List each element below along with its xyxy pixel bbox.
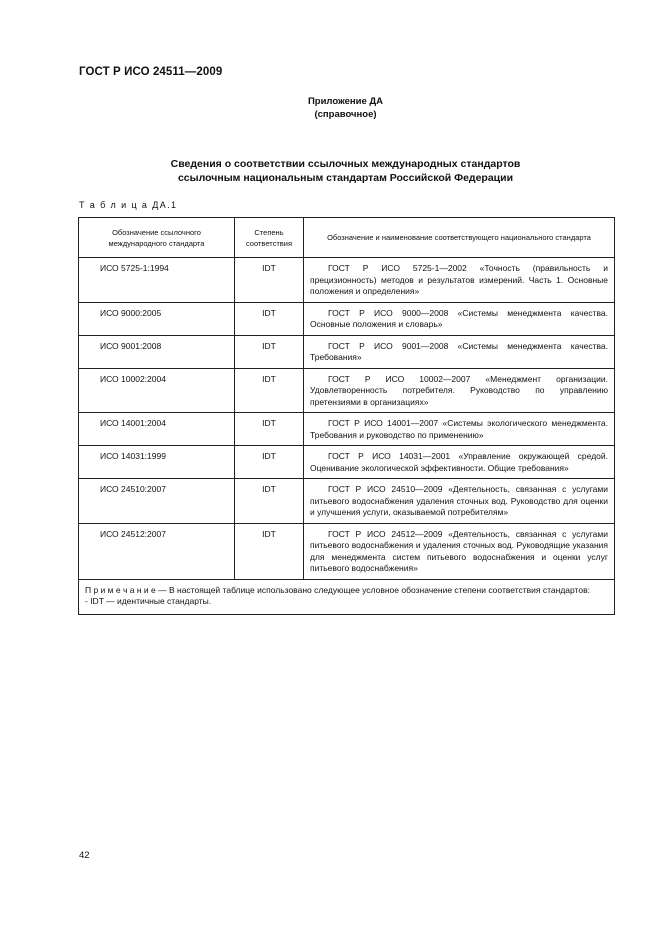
- table-header-row: [79, 218, 615, 258]
- international-standard-cell: ИСО 9001:2008: [79, 335, 235, 368]
- national-standard-cell: [304, 258, 615, 303]
- degree-cell: IDT: [235, 335, 304, 368]
- national-standard-text: ГОСТ Р ИСО 9001—2008 «Системы менеджмента качества. Требования»: [310, 340, 608, 362]
- table-row: [79, 523, 615, 579]
- degree-cell: IDT: [235, 258, 304, 303]
- international-standard-cell: ИСО 24512:2007: [79, 523, 235, 579]
- international-standard-cell: ИСО 14031:1999: [79, 446, 235, 479]
- table-row: [79, 302, 615, 335]
- international-standard-cell: ИСО 9000:2005: [79, 302, 235, 335]
- column-header-national: Обозначение и наименование соответствующего национального стандарта: [304, 218, 615, 258]
- note-label: П р и м е ч а н и е: [85, 584, 156, 595]
- national-standard-cell: [304, 335, 615, 368]
- page-number: 42: [79, 850, 90, 861]
- international-standard-cell: ИСО 24510:2007: [79, 479, 235, 524]
- column-header-international: Обозначение ссылочного международного стандарта: [79, 218, 235, 258]
- table-caption: Т а б л и ц а ДА.1: [79, 200, 178, 210]
- table-row: [79, 479, 615, 524]
- international-standard-cell: ИСО 5725-1:1994: [79, 258, 235, 303]
- degree-cell: IDT: [235, 302, 304, 335]
- international-standard-cell: ИСО 14001:2004: [79, 413, 235, 446]
- national-standard-cell: [304, 368, 615, 413]
- degree-cell: IDT: [235, 479, 304, 524]
- national-standard-text: ГОСТ Р ИСО 14001—2007 «Системы экологического менеджмента. Требования и руководство по применению»: [310, 418, 608, 440]
- table-note: [79, 579, 615, 614]
- table-row: [79, 413, 615, 446]
- degree-cell: IDT: [235, 446, 304, 479]
- degree-cell: IDT: [235, 413, 304, 446]
- national-standard-cell: [304, 479, 615, 524]
- section-heading: [0, 157, 661, 185]
- correspondence-table: [78, 217, 615, 615]
- appendix-title: Приложение ДА: [307, 96, 384, 107]
- appendix-subtitle: (справочное): [314, 109, 377, 120]
- national-standard-text: ГОСТ Р ИСО 14031—2001 «Управление окружающей средой. Оценивание экологической эффективности. Общие требования»: [310, 451, 608, 473]
- national-standard-text: ГОСТ Р ИСО 5725-1—2002 «Точность (правильность и прецизионность) методов и результатов измерений. Часть 1. Основные положения и определения»: [310, 263, 608, 296]
- table-row: [79, 258, 615, 303]
- national-standard-text: ГОСТ Р ИСО 9000—2008 «Системы менеджмента качества. Основные положения и словарь»: [310, 307, 608, 329]
- note-item: - IDT — идентичные стандарты.: [85, 596, 212, 606]
- national-standard-text: ГОСТ Р ИСО 10002—2007 «Менеджмент организации. Удовлетворенность потребителя. Руководство по управлению претензиями в организациях»: [310, 373, 608, 407]
- table-row: [79, 335, 615, 368]
- international-standard-cell: ИСО 10002:2004: [79, 368, 235, 413]
- national-standard-cell: [304, 302, 615, 335]
- table-row: [79, 446, 615, 479]
- column-header-degree: Степень соответствия: [235, 218, 304, 258]
- section-heading-line-2: ссылочным национальным стандартам Российской Федерации: [177, 172, 514, 184]
- document-header: ГОСТ Р ИСО 24511—2009: [79, 66, 223, 78]
- table-row: [79, 368, 615, 413]
- degree-cell: IDT: [235, 523, 304, 579]
- national-standard-cell: [304, 413, 615, 446]
- section-heading-line-1: Сведения о соответствии ссылочных международных стандартов: [170, 158, 521, 170]
- national-standard-text: ГОСТ Р ИСО 24512—2009 «Деятельность, связанная с услугами питьевого водоснабжения и удаления сточных вод. Руководящие указания для менеджмента систем питьевого водоснабжения и оценки услуг питьевого водоснабжения»: [310, 528, 608, 573]
- national-standard-cell: [304, 446, 615, 479]
- appendix-title-block: [0, 95, 661, 121]
- national-standard-text: ГОСТ Р ИСО 24510—2009 «Деятельность, связанная с услугами питьевого водоснабжения удаления сточных вод. Руководство для оценки и улучшения услуги, оказываемой потребителям»: [310, 484, 608, 517]
- table-note-row: [79, 579, 615, 614]
- degree-cell: IDT: [235, 368, 304, 413]
- national-standard-cell: [304, 523, 615, 579]
- note-text: — В настоящей таблице использовано следующее условное обозначение степени соответствия стандартов:: [155, 584, 590, 595]
